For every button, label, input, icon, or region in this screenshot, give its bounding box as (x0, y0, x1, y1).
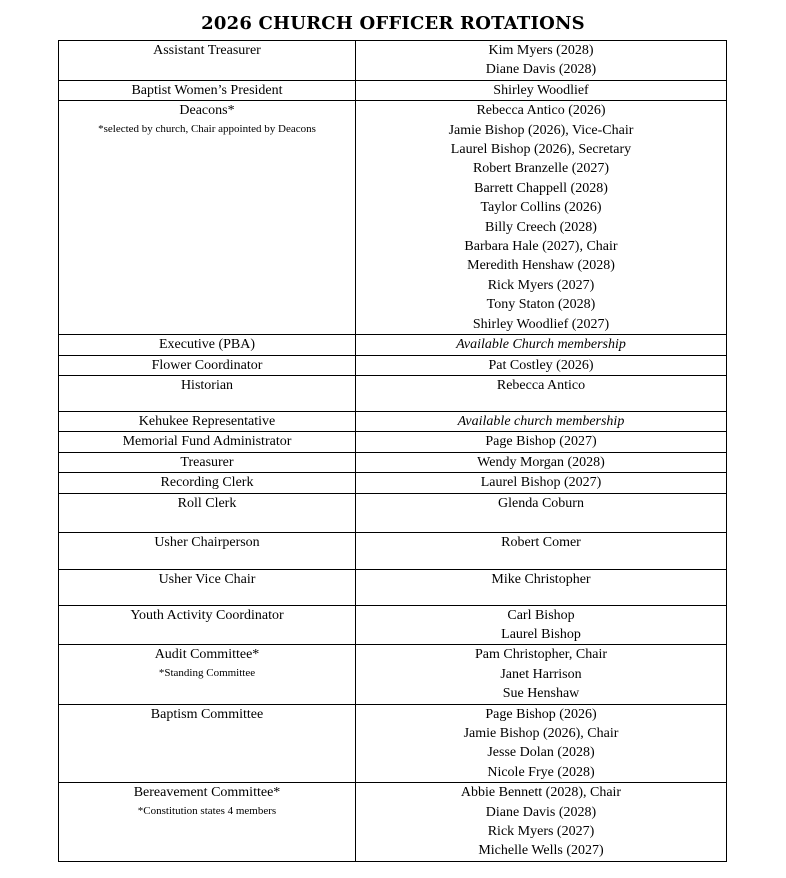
table-row (59, 411, 727, 431)
holder-name: Meredith Henshaw (2028) (467, 258, 615, 274)
role-cell (59, 645, 356, 704)
holder-name: Glenda Coburn (498, 495, 584, 511)
holder-cell (356, 355, 727, 375)
table-row (59, 101, 727, 335)
holder-name: Page Bishop (2026) (485, 706, 597, 722)
role-label: Flower Coordinator (151, 357, 263, 373)
holder-name: Laurel Bishop (2026), Secretary (450, 142, 632, 158)
holder-name: Barbara Hale (2027), Chair (464, 239, 618, 255)
table-row (59, 704, 727, 783)
table-row (59, 355, 727, 375)
table-row (59, 532, 727, 569)
role-note: *selected by church, Chair appointed by Deacons (98, 122, 316, 135)
role-cell (59, 532, 356, 569)
role-label: Historian (180, 377, 234, 393)
holder-cell (356, 473, 727, 493)
holder-name: Sue Henshaw (502, 686, 580, 702)
holder-name: Mike Christopher (491, 571, 591, 587)
role-label: Assistant Treasurer (153, 43, 261, 58)
holder-name: Jesse Dolan (2028) (487, 745, 595, 761)
holder-cell (356, 532, 727, 569)
role-label: Audit Committee* (154, 647, 260, 663)
role-label: Bereavement Committee* (133, 785, 281, 801)
role-cell (59, 569, 356, 605)
role-label: Youth Activity Coordinator (130, 607, 284, 623)
holder-cell (356, 783, 727, 862)
holder-name: Laurel Bishop (2027) (480, 475, 602, 491)
role-cell (59, 493, 356, 532)
holder-name: Shirley Woodlief (493, 82, 589, 98)
holder-cell (356, 80, 727, 100)
holder-name: Abbie Bennett (2028), Chair (460, 785, 622, 801)
table-row (59, 569, 727, 605)
holder-name: Robert Comer (501, 534, 581, 550)
role-label: Usher Vice Chair (158, 571, 256, 587)
holder-cell (356, 335, 727, 355)
holder-name: Carl Bishop (507, 607, 575, 623)
holder-name: Pat Costley (2026) (488, 357, 594, 373)
holder-name: Rebecca Antico (2026) (476, 103, 606, 119)
holder-cell (356, 452, 727, 472)
holder-name: Rick Myers (2027) (487, 277, 595, 293)
holder-name: Taylor Collins (2026) (480, 200, 602, 216)
holder-name: Wendy Morgan (2028) (477, 454, 605, 470)
role-label: Memorial Fund Administrator (122, 434, 292, 450)
holder-cell (356, 704, 727, 783)
holder-cell (356, 432, 727, 452)
table-row (59, 473, 727, 493)
table-row (59, 375, 727, 411)
role-label: Treasurer (180, 454, 234, 470)
holder-cell (356, 645, 727, 704)
holder-cell (356, 493, 727, 532)
role-cell (59, 783, 356, 862)
document-title: 2026 CHURCH OFFICER ROTATIONS (201, 13, 585, 34)
role-cell (59, 411, 356, 431)
role-cell (59, 355, 356, 375)
role-label: Recording Clerk (160, 475, 254, 491)
holder-cell (356, 569, 727, 605)
holder-name: Available Church membership (456, 337, 626, 353)
table-row (59, 645, 727, 704)
holder-name: Rebecca Antico (496, 377, 586, 393)
role-label: Baptist Women’s President (131, 82, 283, 98)
role-cell (59, 335, 356, 355)
role-cell (59, 375, 356, 411)
role-note: *Constitution states 4 members (137, 804, 277, 817)
holder-name: Diane Davis (2028) (485, 804, 597, 820)
table-row (59, 452, 727, 472)
role-label: Deacons* (179, 103, 235, 119)
role-cell (59, 41, 356, 81)
role-cell (59, 605, 356, 645)
table-row (59, 783, 727, 862)
role-cell (59, 452, 356, 472)
table-row (59, 493, 727, 532)
role-label: Kehukee Representative (138, 413, 276, 429)
role-note: *Standing Committee (158, 666, 256, 679)
holder-name: Laurel Bishop (501, 626, 581, 642)
holder-cell (356, 101, 727, 335)
role-label: Baptism Committee (150, 706, 264, 722)
holder-name: Janet Harrison (500, 666, 582, 682)
holder-name: Diane Davis (2028) (485, 62, 597, 78)
holder-name: Barrett Chappell (2028) (474, 180, 608, 196)
holder-name: Pam Christopher, Chair (474, 647, 608, 663)
holder-name: Kim Myers (2028) (488, 43, 594, 58)
table-row (59, 41, 727, 81)
table-row (59, 432, 727, 452)
role-label: Usher Chairperson (154, 534, 260, 550)
holder-cell (356, 605, 727, 645)
holder-name: Michelle Wells (2027) (478, 843, 604, 859)
table-row (59, 335, 727, 355)
role-label: Executive (PBA) (158, 337, 256, 353)
role-cell (59, 704, 356, 783)
holder-name: Rick Myers (2027) (487, 824, 595, 839)
role-cell (59, 432, 356, 452)
officer-rotation-table (58, 40, 727, 862)
holder-name: Available church membership (457, 413, 625, 429)
holder-name: Tony Staton (2028) (486, 297, 596, 313)
holder-name: Shirley Woodlief (2027) (472, 316, 610, 332)
holder-name: Robert Branzelle (2027) (472, 161, 610, 177)
holder-name: Billy Creech (2028) (485, 219, 597, 235)
holder-name: Page Bishop (2027) (485, 434, 597, 450)
holder-cell (356, 375, 727, 411)
role-label: Roll Clerk (177, 495, 237, 511)
holder-name: Nicole Frye (2028) (487, 764, 595, 780)
role-cell (59, 101, 356, 335)
holder-name: Jamie Bishop (2026), Vice-Chair (448, 122, 634, 138)
table-row (59, 605, 727, 645)
holder-name: Jamie Bishop (2026), Chair (463, 725, 619, 741)
holder-cell (356, 41, 727, 81)
holder-cell (356, 411, 727, 431)
officer-rotation-table-body (59, 41, 727, 862)
role-cell (59, 80, 356, 100)
role-cell (59, 473, 356, 493)
table-row (59, 80, 727, 100)
